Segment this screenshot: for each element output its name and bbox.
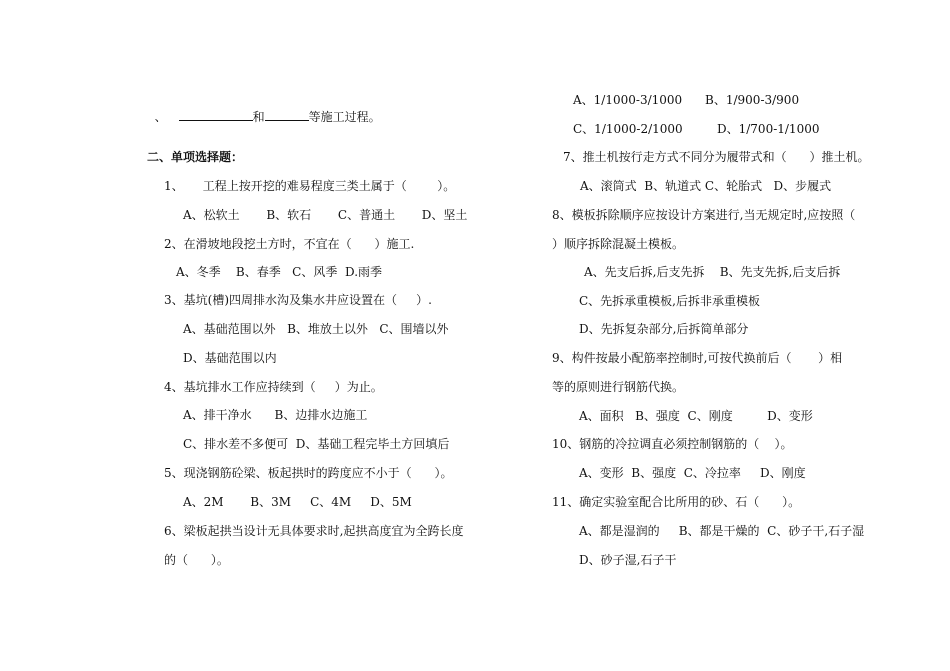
section-title: 二、单项选择题： — [147, 150, 244, 164]
question-10-options: A、变形 B、强度 C、冷拉率 D、刚度 — [579, 466, 806, 480]
blank-1 — [179, 108, 253, 121]
question-6-line-2: 的（ ）。 — [164, 553, 229, 567]
question-6-line-1: 6、梁板起拱当设计无具体要求时,起拱高度宜为全跨长度 — [164, 524, 464, 538]
question-9-line-1: 9、构件按最小配筋率控制时,可按代换前后（ ）相 — [552, 351, 843, 365]
question-4: 4、基坑排水工作应持续到（ ）为止。 — [164, 380, 383, 394]
question-3: 3、基坑(槽)四周排水沟及集水井应设置在（ ）. — [164, 293, 432, 307]
fill-prefix: 、 — [154, 110, 167, 124]
question-1-options: A、松软土 B、软石 C、普通土 D、坚土 — [183, 208, 468, 222]
question-8-options-2: C、先拆承重模板,后拆非承重模板 — [579, 294, 760, 308]
question-11: 11、确定实验室配合比所用的砂、石（ ）。 — [552, 495, 801, 509]
question-8-options-1: A、先支后拆,后支先拆 B、先支先拆,后支后拆 — [584, 265, 841, 279]
question-2: 2、在滑坡地段挖土方时，不宜在（ ）施工. — [164, 237, 415, 251]
fill-mid: 和 — [252, 110, 265, 124]
question-6-options-1: A、1/1000-3/1000 B、1/900-3/900 — [573, 93, 800, 107]
question-11-options-2: D、砂子湿,石子干 — [579, 553, 677, 567]
question-4-options-2: C、排水差不多便可 D、基础工程完毕土方回填后 — [183, 437, 450, 451]
question-9-options: A、面积 B、强度 C、刚度 D、变形 — [579, 409, 813, 423]
question-10: 10、钢筋的冷拉调直必须控制钢筋的（ ）。 — [552, 437, 793, 451]
question-3-options-1: A、基础范围以外 B、堆放土以外 C、围墙以外 — [183, 322, 449, 336]
question-8-line-1: 8、模板拆除顺序应按设计方案进行,当无规定时,应按照（ — [552, 208, 856, 222]
fill-in-line — [147, 92, 381, 125]
question-7: 7、推土机按行走方式不同分为履带式和（ ）推土机。 — [563, 150, 870, 164]
question-5: 5、现浇钢筋砼梁、板起拱时的跨度应不小于（ ）。 — [164, 466, 453, 480]
fill-suffix: 等施工过程。 — [308, 110, 381, 124]
question-1: 1、 工程上按开挖的难易程度三类土属于（ ）。 — [164, 179, 456, 193]
question-6-options-2: C、1/1000-2/1000 D、1/700-1/1000 — [573, 122, 820, 136]
question-4-options-1: A、排干净水 B、边排水边施工 — [183, 408, 368, 422]
question-11-options-1: A、都是湿润的 B、都是干燥的 C、砂子干,石子湿 — [579, 524, 865, 538]
question-8-options-3: D、先拆复杂部分,后拆简单部分 — [579, 322, 749, 336]
question-2-options: A、冬季 B、春季 C、风季 D.雨季 — [176, 265, 383, 279]
question-7-options: A、滚筒式 B、轨道式 C、轮胎式 D、步履式 — [580, 179, 832, 193]
question-5-options: A、2M B、3M C、4M D、5M — [183, 495, 412, 509]
question-3-options-2: D、基础范围以内 — [183, 351, 277, 365]
blank-2 — [265, 108, 309, 121]
question-8-line-2: ）顺序拆除混凝土模板。 — [552, 237, 685, 251]
question-9-line-2: 等的原则进行钢筋代换。 — [552, 380, 685, 394]
